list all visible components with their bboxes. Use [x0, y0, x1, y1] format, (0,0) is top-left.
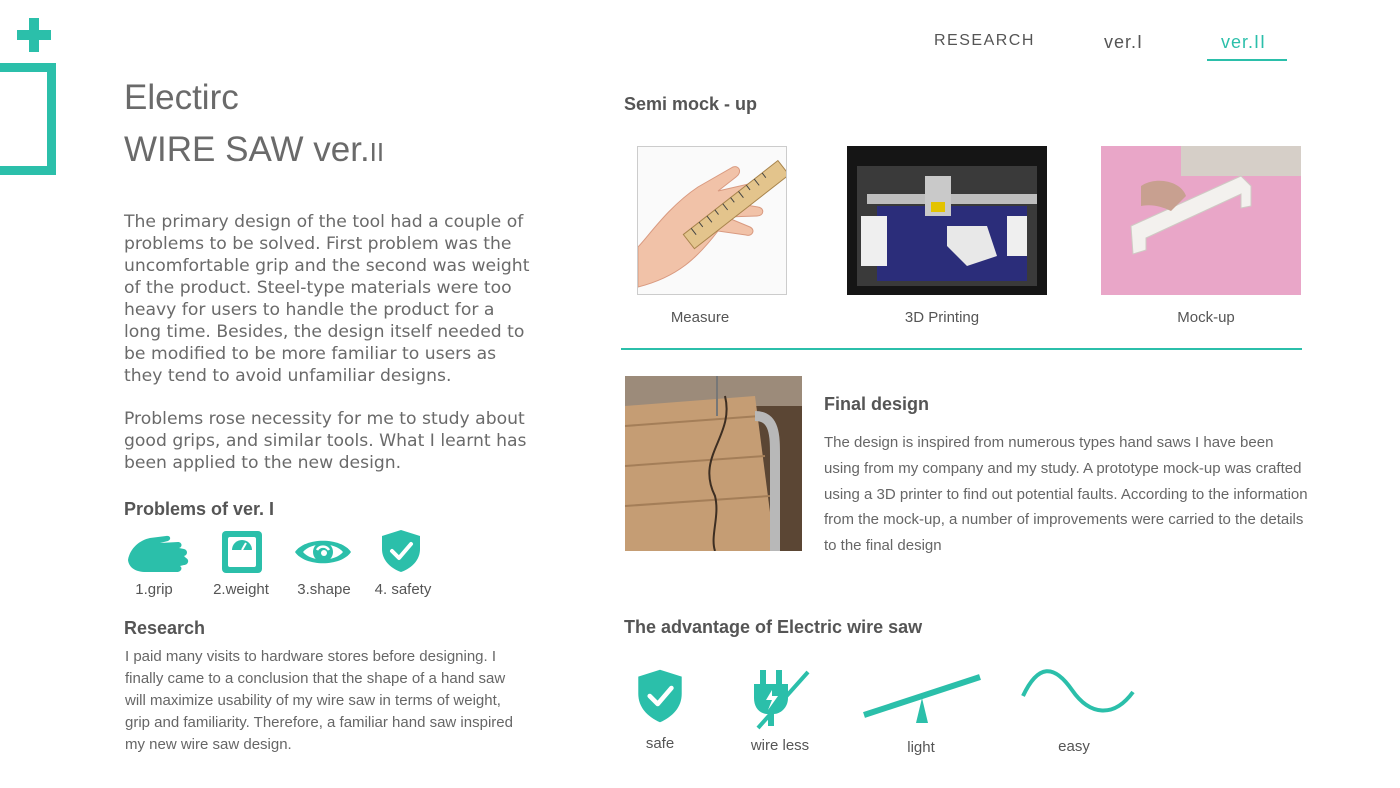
mockup-title: Semi mock - up	[624, 94, 758, 114]
wave-icon	[1020, 668, 1136, 718]
section-divider	[621, 348, 1302, 350]
bracket-decoration	[0, 63, 56, 175]
scale-icon	[221, 530, 263, 574]
intro-paragraph-2: Problems rose necessity for me to study about good grips, and similar tools. What I learnt has been applied to the new design.	[124, 409, 527, 473]
advantage-label-easy: easy	[1058, 738, 1090, 755]
nav-ver2[interactable]: ver.II	[1221, 32, 1267, 52]
problem-label-weight: 2.weight	[213, 581, 269, 598]
caption-mockup: Mock-up	[1177, 309, 1235, 326]
intro-paragraph-1: The primary design of the tool had a couple of problems to be solved. First problem was the uncomfortable grip and the second was weight of the product. Steel-type materials were too heavy for users to handle the product for a long time. Besides, the design itself needed to be modified to be more familiar to users as they tend to avoid unfamiliar designs.	[124, 212, 530, 386]
advantage-label-safe: safe	[645, 735, 675, 752]
seesaw-icon	[862, 671, 982, 727]
advantage-title: The advantage of Electric wire saw	[624, 617, 923, 637]
shield-check-icon	[380, 529, 422, 573]
caption-measure: Measure	[670, 309, 730, 326]
problem-label-safety: 4. safety	[374, 581, 432, 598]
research-title: Research	[124, 618, 206, 638]
page-title-line2: WIRE SAW ver.II	[124, 130, 385, 169]
final-design-text: The design is inspired from numerous types hand saws I have been using from my company and my study. A prototype mock-up was crafted using a 3D printer to find out potential faults. According to the information from the mock-up, a number of improvements were carried to the details to the final design	[824, 434, 1308, 555]
plus-icon	[17, 18, 51, 52]
final-design-photo	[625, 376, 802, 551]
problem-label-shape: 3.shape	[297, 581, 351, 598]
unplugged-icon	[750, 668, 812, 730]
caption-3d-printing: 3D Printing	[904, 309, 980, 326]
problem-label-grip: 1.grip	[135, 581, 173, 598]
final-design-title: Final design	[824, 394, 930, 414]
nav-research[interactable]: RESEARCH	[934, 32, 1035, 49]
advantage-label-wireless: wire less	[750, 737, 810, 754]
shield-check-icon	[636, 668, 684, 724]
mockup-photo	[1101, 146, 1301, 295]
problems-title: Problems of ver. Ι	[124, 499, 275, 519]
3d-printing-photo	[847, 146, 1047, 295]
measure-photo	[637, 146, 787, 295]
research-text: I paid many visits to hardware stores before designing. I finally came to a conclusion that the shape of a hand saw will maximize usability of my wire saw in terms of weight, grip and familiarity. Therefore, a familiar hand saw inspired my new wire saw design.	[125, 648, 513, 753]
nav-active-underline	[1207, 59, 1287, 61]
hand-icon	[126, 530, 192, 574]
eye-icon	[293, 533, 353, 571]
nav-ver1[interactable]: ver.I	[1104, 32, 1144, 52]
advantage-label-light: light	[907, 739, 935, 756]
page-title-line1: Electirc	[124, 78, 239, 117]
